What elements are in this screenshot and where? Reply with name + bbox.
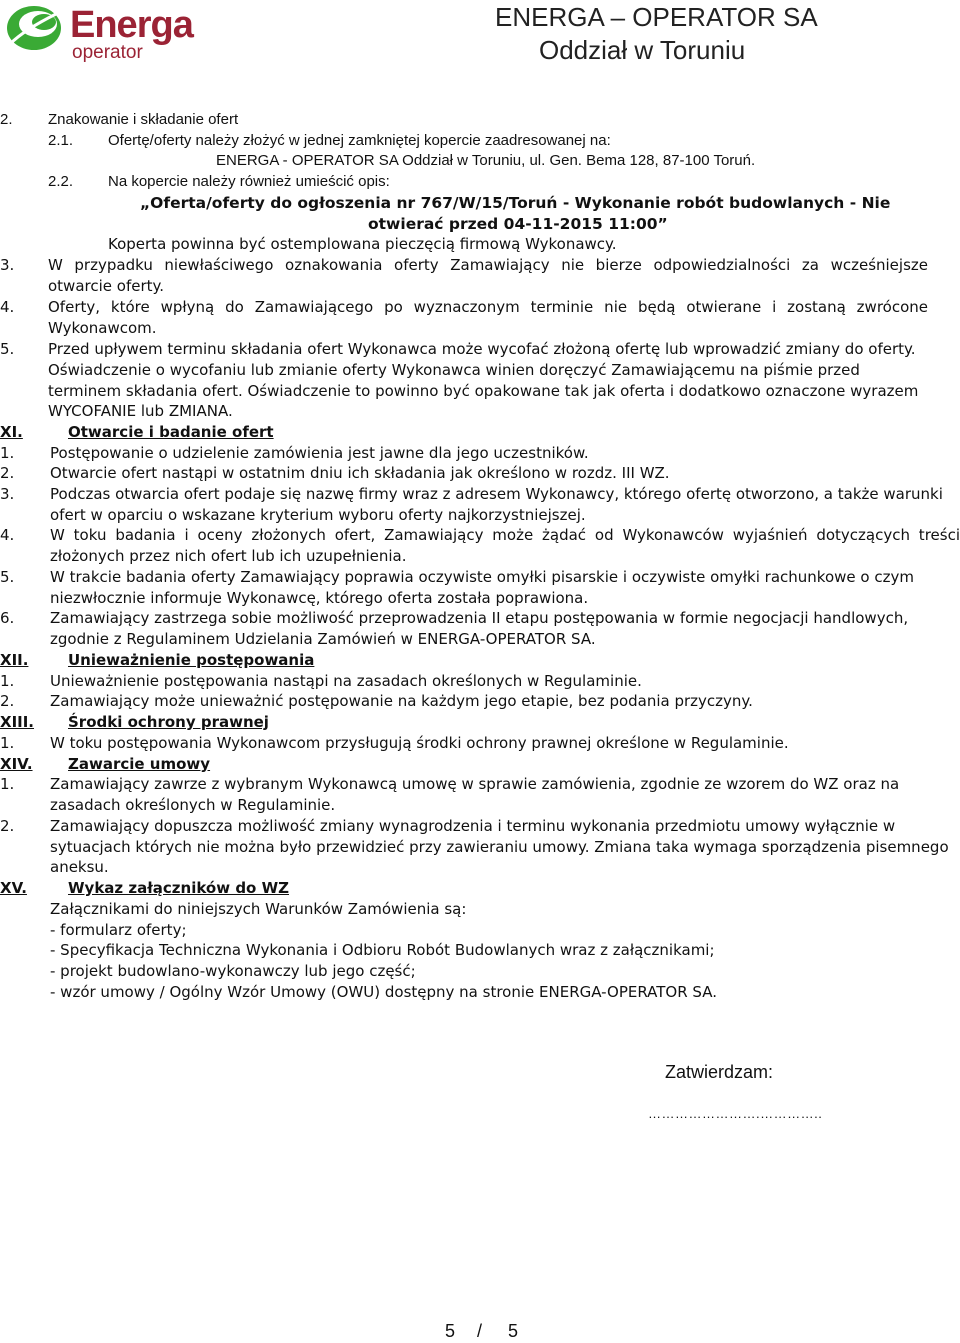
item-text: aneksu. [50,858,109,876]
s2-number: 2. [0,111,13,128]
envelope-line1: „Oferta/oferty do ogłoszenia nr 767/W/15/Toruń - Wykonanie robót budowlanych - Nie [140,194,891,212]
section-xiv-title: Zawarcie umowy [68,755,211,773]
section-xi-title: Otwarcie i badanie ofert [68,423,274,441]
section-xiii-number: XIII. [0,713,35,731]
item-text: Postępowanie o udzielenie zamówienia jest jawne dla jego uczestników. [50,444,589,462]
attachments-intro: Załącznikami do niniejszych Warunków Zamówienia są: [50,900,467,918]
item-text: W przypadku niewłaściwego oznakowania oferty Zamawiający nie bierze odpowiedzialności za wcześniejsze [48,256,928,274]
s2-title: Znakowanie i składanie ofert [48,111,239,128]
section-xii-number: XII. [0,651,29,669]
item-number: 5. [0,568,15,586]
item-text: Przed upływem terminu składania ofert Wykonawca może wycofać złożoną ofertę lub wprowadzić zmiany do oferty. [48,340,916,358]
item-number: 1. [0,734,15,752]
header-branch: Oddział w Toruniu [539,35,746,65]
item-number: 4. [0,298,15,316]
signature-line: …………………….………….. [648,1106,823,1121]
item-number: 6. [0,609,15,627]
item-text: Oferty, które wpłyną do Zamawiającego po wyznaczonym terminie nie będą otwierane i zostaną zwrócone [48,298,928,316]
section-xiii-title: Środki ochrony prawnej [68,713,269,731]
item-text: sytuacjach których nie można było przewidzieć przy zawieraniu umowy. Zmiana taka wymaga sporządzenia pisemnego [50,838,949,856]
logo-subtext: operator [72,42,143,63]
envelope-line2: otwierać przed 04-11-2015 11:00” [368,215,668,233]
item-number: 3. [0,485,15,503]
page-total: 5 [508,1321,519,1341]
item-text: Otwarcie ofert nastąpi w ostatnim dniu ich składania jak określono w rozdz. III WZ. [50,464,670,482]
section-xii-title: Unieważnienie postępowania [68,651,315,669]
s2-address: ENERGA - OPERATOR SA Oddział w Toruniu, ul. Gen. Bema 128, 87-100 Toruń. [216,152,756,169]
item-number: 3. [0,256,15,274]
item-text: ofert w oparciu o wskazane kryterium wyboru oferty najkorzystniejszej. [50,506,586,524]
energa-logo [4,0,204,68]
item-number: 1. [0,444,15,462]
approval-label: Zatwierdzam: [665,1062,774,1082]
item-number: 2. [0,464,15,482]
item-number: 4. [0,526,15,544]
s2-2-number: 2.2. [48,173,74,190]
item-text: Unieważnienie postępowania nastąpi na zasadach określonych w Regulaminie. [50,672,642,690]
item-text: Zamawiający zastrzega sobie możliwość przeprowadzenia II etapu postępowania w formie negocjacji handlowych, [50,609,909,627]
attachment-item: - formularz oferty; [50,921,187,939]
item-text: otwarcie oferty. [48,277,165,295]
attachment-item: - wzór umowy / Ogólny Wzór Umowy (OWU) dostępny na stronie ENERGA-OPERATOR SA. [50,983,717,1001]
item-text: terminem składania ofert. Oświadczenie to powinno być opakowane tak jak oferta i dodatkowo oznaczone wyrazem [48,382,919,400]
attachment-item: - projekt budowlano-wykonawczy lub jego część; [50,962,416,980]
s2-1-number: 2.1. [48,132,74,149]
item-text: Zamawiający dopuszcza możliwość zmiany wynagrodzenia i terminu wykonania przedmiotu umowy wyłącznie w [50,817,896,835]
logo-text: Energa [70,4,193,46]
attachment-item: - Specyfikacja Techniczna Wykonania i Odbioru Robót Budowlanych wraz z załącznikami; [50,941,715,959]
item-text: Oświadczenie o wycofaniu lub zmianie oferty Wykonawca winien doręczyć Zamawiającemu na piśmie przed [48,361,860,379]
item-text: niezwłocznie informuje Wykonawcę, którego oferta została poprawiona. [50,589,589,607]
item-number: 1. [0,775,15,793]
s2-1-text: Ofertę/oferty należy złożyć w jednej zamkniętej kopercie zaadresowanej na: [108,132,611,149]
item-number: 2. [0,817,15,835]
item-text: złożonych przez nich ofert lub ich uzupełnienia. [50,547,407,565]
item-text: zasadach określonych w Regulaminie. [50,796,336,814]
section-xi-number: XI. [0,423,23,441]
s2-2-text: Na kopercie należy również umieścić opis: [108,173,390,190]
header-company: ENERGA – OPERATOR SA [495,2,818,32]
section-xv-title: Wykaz załączników do WZ [68,879,290,897]
item-text: W trakcie badania oferty Zamawiający poprawia oczywiste omyłki pisarskie i oczywiste omyłki rachunkowe o czym [50,568,914,586]
item-text: Podczas otwarcia ofert podaje się nazwę firmy wraz z adresem Wykonawcy, którego ofertę otworzono, a także warunki [50,485,943,503]
item-text: Wykonawcom. [48,319,157,337]
page-current: 5 [445,1321,456,1341]
section-xv-number: XV. [0,879,27,897]
item-text: Zamawiający może unieważnić postępowanie na każdym jego etapie, bez podania przyczyny. [50,692,753,710]
item-text: W toku postępowania Wykonawcom przysługują środki ochrony prawnej określone w Regulaminie. [50,734,789,752]
item-text: W toku badania i oceny złożonych ofert, Zamawiający może żądać od Wykonawców wyjaśnień dotyczących treści [50,526,960,544]
page-separator: / [477,1321,483,1341]
item-number: 5. [0,340,15,358]
seal-note: Koperta powinna być ostemplowana pieczęcią firmową Wykonawcy. [108,235,617,253]
item-text: WYCOFANIE lub ZMIANA. [48,402,233,420]
section-xiv-number: XIV. [0,755,33,773]
item-text: zgodnie z Regulaminem Udzielania Zamówień w ENERGA-OPERATOR SA. [50,630,596,648]
item-number: 2. [0,692,15,710]
item-text: Zamawiający zawrze z wybranym Wykonawcą umowę w sprawie zamówienia, zgodnie ze wzorem do WZ oraz na [50,775,900,793]
item-number: 1. [0,672,15,690]
